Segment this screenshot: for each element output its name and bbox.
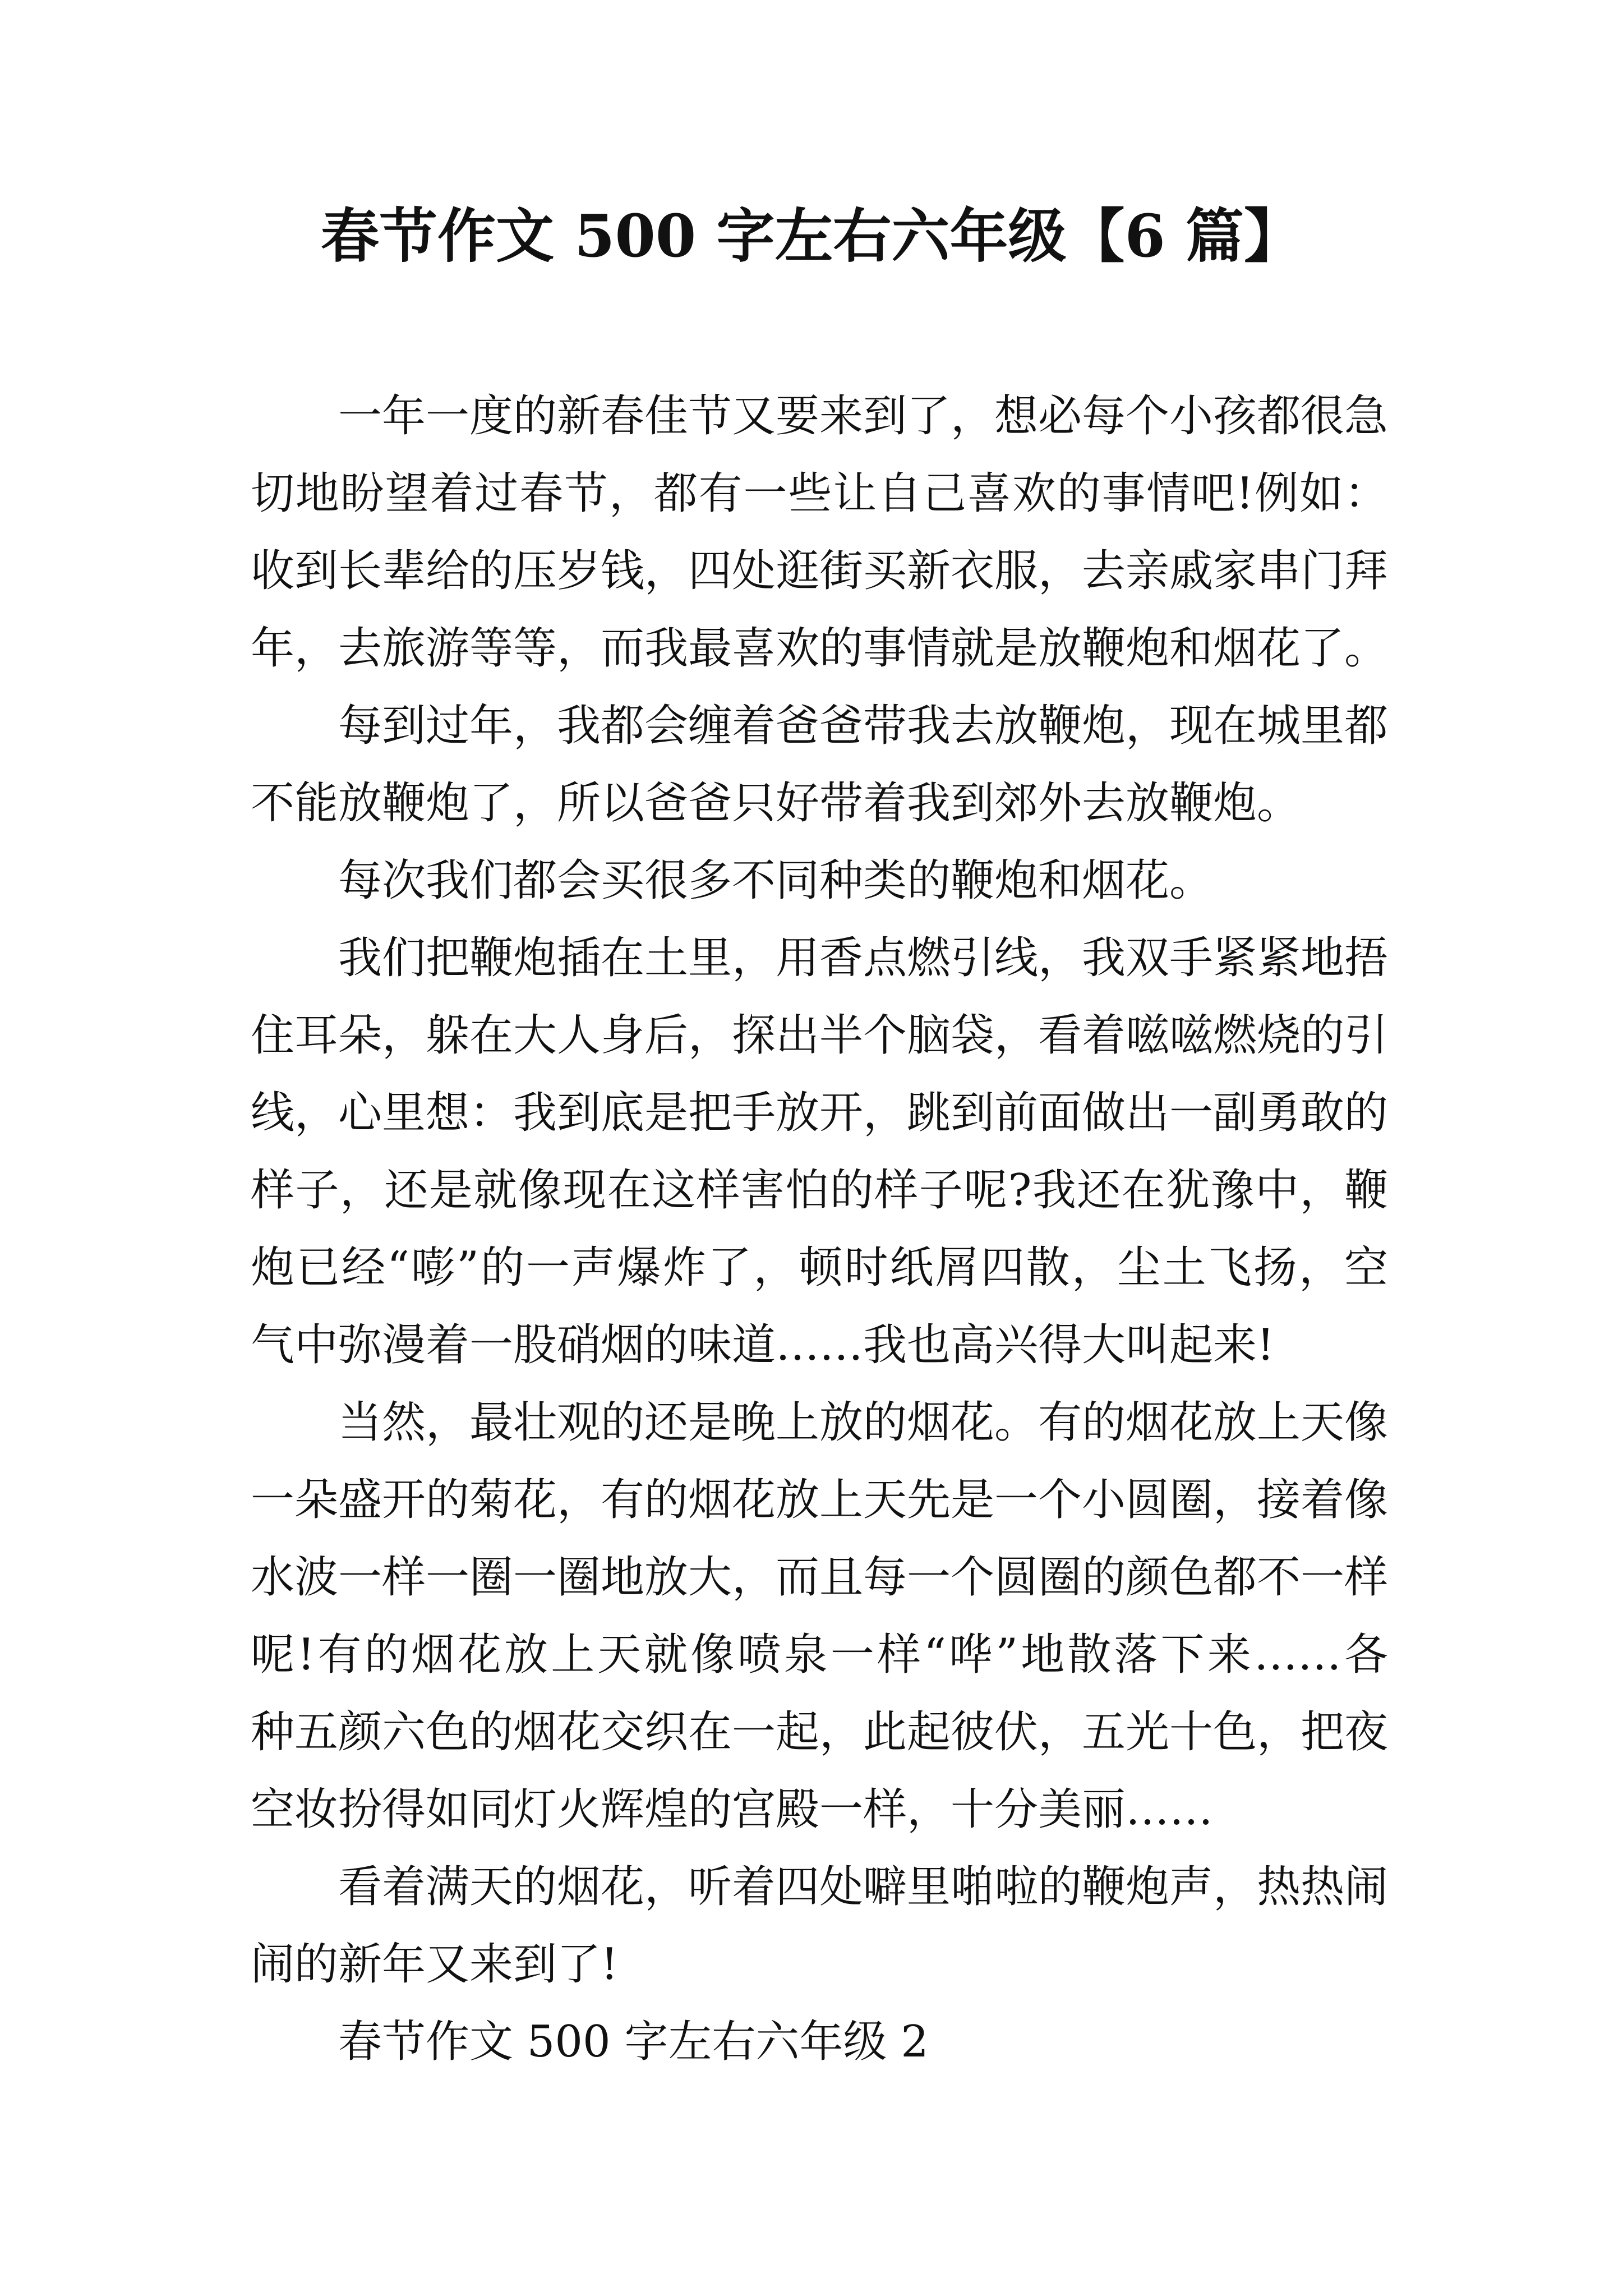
section-heading <box>251 2003 1388 2081</box>
text-line: 一朵盛开的菊花，有的烟花放上天先是一个小圆圈，接着像 <box>251 1475 1389 1525</box>
text-line: 一年一度的新春佳节又要来到了，想必每个小孩都很急 <box>338 391 1389 441</box>
text-line: 我们把鞭炮插在土里，用香点燃引线，我双手紧紧地捂 <box>338 933 1389 983</box>
document-body <box>251 378 1388 2081</box>
page-title: 春节作文 500 字左右六年级【6 篇】 <box>320 201 1303 270</box>
text-line: 闹的新年又来到了! <box>251 1939 619 1990</box>
paragraph-6 <box>251 1848 1388 2003</box>
text-line: 年，去旅游等等，而我最喜欢的事情就是放鞭炮和烟花了。 <box>251 623 1389 674</box>
text-line: 种五颜六色的烟花交织在一起，此起彼伏，五光十色，把夜 <box>251 1707 1389 1757</box>
text-line: 水波一样一圈一圈地放大，而且每一个圆圈的颜色都不一样 <box>251 1552 1389 1603</box>
text-line: 切地盼望着过春节，都有一些让自己喜欢的事情吧!例如： <box>251 468 1388 519</box>
paragraph-3 <box>251 842 1388 919</box>
text-line: 收到长辈给的压岁钱，四处逛街买新衣服，去亲戚家串门拜 <box>251 546 1389 596</box>
text-line: 春节作文 500 字左右六年级 2 <box>338 2017 929 2067</box>
text-line: 每到过年，我都会缠着爸爸带我去放鞭炮，现在城里都 <box>338 701 1389 751</box>
paragraph-4 <box>251 919 1388 1384</box>
text-line: 看着满天的烟花，听着四处噼里啪啦的鞭炮声，热热闹 <box>338 1862 1389 1912</box>
text-line: 气中弥漫着一股硝烟的味道……我也高兴得大叫起来! <box>251 1320 1275 1370</box>
text-line: 不能放鞭炮了，所以爸爸只好带着我到郊外去放鞭炮。 <box>251 778 1301 829</box>
text-line: 每次我们都会买很多不同种类的鞭炮和烟花。 <box>338 855 1214 906</box>
paragraph-1 <box>251 378 1388 687</box>
text-line: 空妆扮得如同灯火辉煌的宫殿一样，十分美丽…… <box>251 1784 1214 1835</box>
text-line: 炮已经“嘭”的一声爆炸了，顿时纸屑四散，尘土飞扬，空 <box>251 1243 1388 1293</box>
text-line: 当然，最壮观的还是晚上放的烟花。有的烟花放上天像 <box>338 1397 1389 1448</box>
paragraph-5 <box>251 1384 1388 1848</box>
text-line: 呢!有的烟花放上天就像喷泉一样“哗”地散落下来……各 <box>251 1630 1388 1680</box>
text-line: 线，心里想：我到底是把手放开，跳到前面做出一副勇敢的 <box>251 1088 1389 1138</box>
text-line: 样子，还是就像现在这样害怕的样子呢?我还在犹豫中，鞭 <box>251 1165 1388 1216</box>
text-line: 住耳朵，躲在大人身后，探出半个脑袋，看着嗞嗞燃烧的引 <box>251 1010 1389 1061</box>
paragraph-2 <box>251 687 1388 842</box>
